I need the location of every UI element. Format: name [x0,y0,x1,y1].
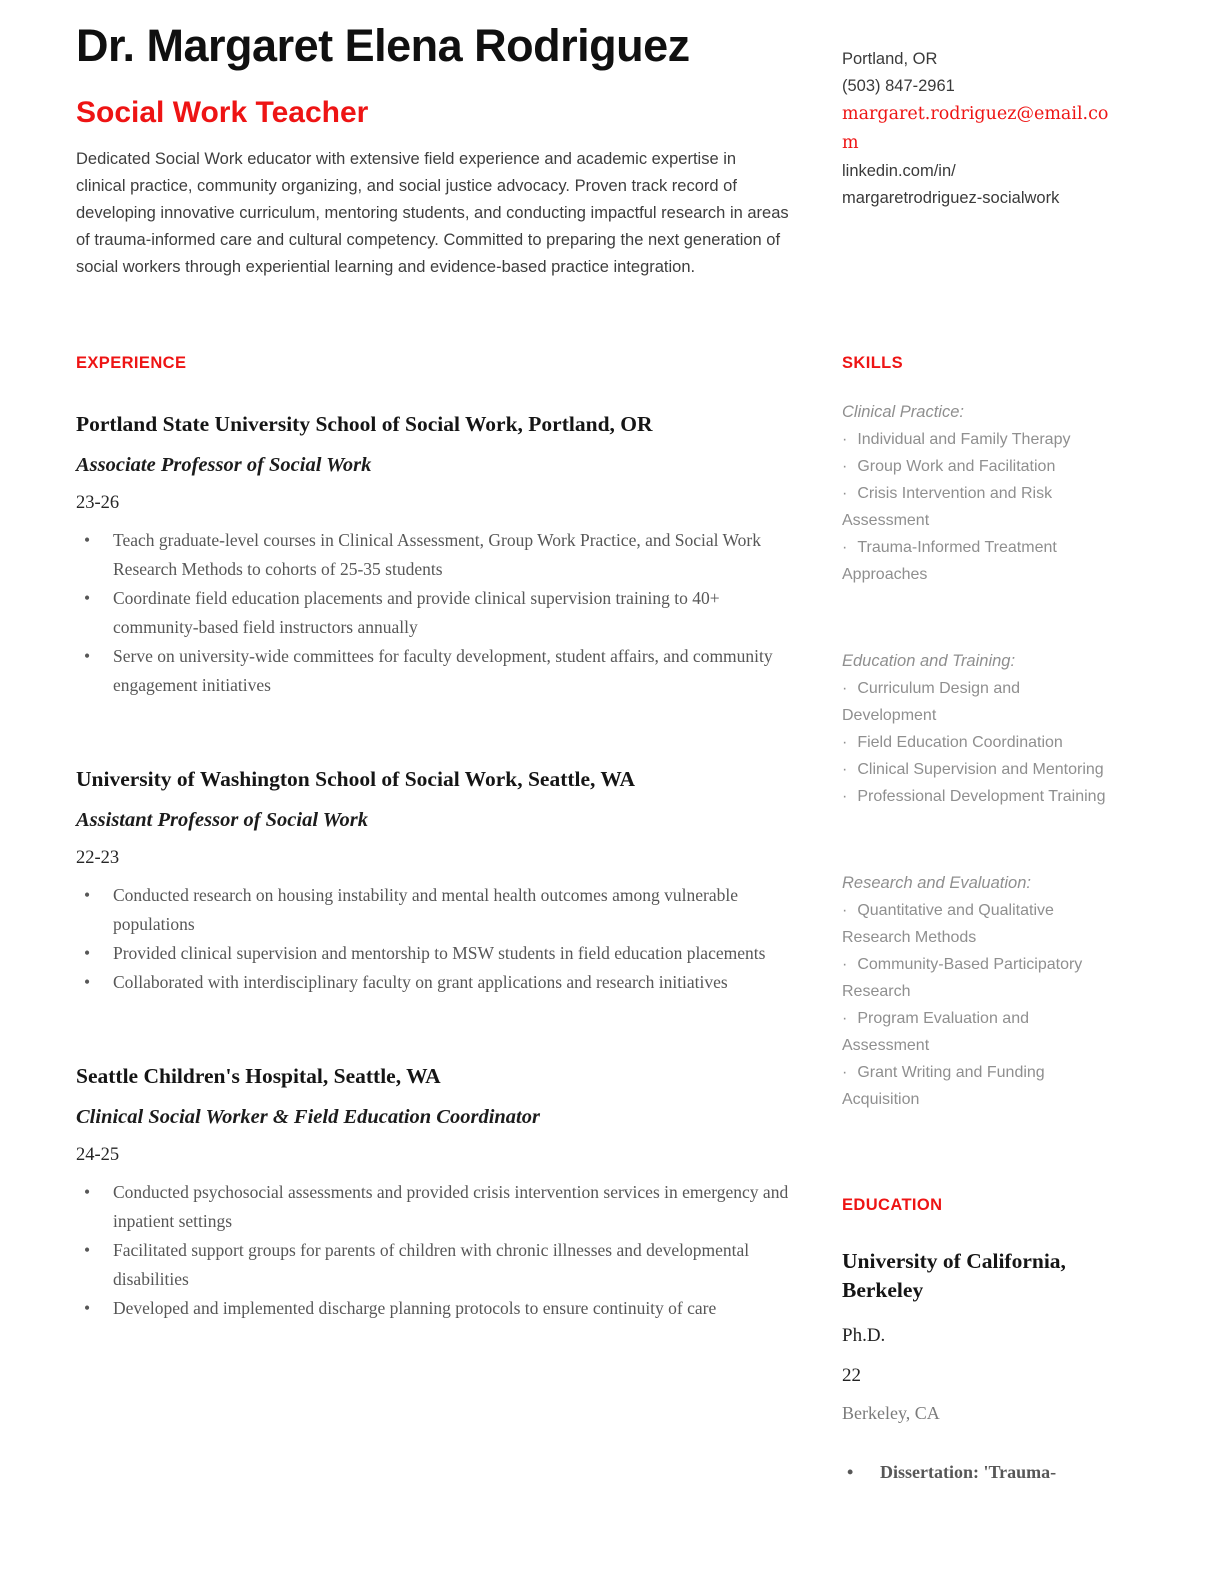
skill-item [842,1059,1112,1113]
experience-heading: EXPERIENCE [76,354,187,372]
sidebar-column [842,353,1148,1487]
header [76,20,1148,281]
skill-item-text: Field Education Coordination [857,734,1063,751]
job-bullet-list [76,881,790,997]
contact-email-link[interactable]: margaret.rodriguez@email.com [842,104,1109,153]
bullet-item: • Facilitated support groups for parents of children with chronic illnesses and developmental disabilities [76,1236,790,1294]
skill-item-text: Group Work and Facilitation [857,458,1056,475]
job-bullet-list [76,526,790,700]
contact-linkedin-line1: linkedin.com/in/ [842,162,956,180]
contact-location: Portland, OR [842,50,938,68]
graduation-year: 22 [842,1365,861,1386]
skill-item [842,729,1112,756]
bullet-item: • Coordinate field education placements and provide clinical supervision training to 40+ community-based field instructors annually [76,584,790,642]
contact-linkedin-line2: margaretrodriguez-socialwork [842,189,1060,207]
dot-bullet: · [842,539,848,556]
skill-group-label: Clinical Practice: [842,403,964,421]
skill-item [842,426,1112,453]
contact-info [842,20,1148,281]
skill-item [842,1005,1112,1059]
job-dates: 22-23 [76,848,120,868]
skill-item-text: Trauma-Informed Treatment Approaches [842,539,1057,583]
person-job-title: Social Work Teacher [76,96,369,129]
job-role: Assistant Professor of Social Work [76,809,368,831]
skill-item-text: Program Evaluation and Assessment [842,1010,1029,1054]
school-name: University of California, Berkeley [842,1249,1066,1302]
bullet-item: • Provided clinical supervision and mentorship to MSW students in field education placements [76,939,790,968]
header-identity [76,20,790,281]
skill-item-text: Individual and Family Therapy [857,431,1071,448]
contact-linkedin-link[interactable] [842,158,1112,212]
education-section [842,1195,1112,1487]
bullet-item: • Serve on university-wide committees for faculty development, student affairs, and community engagement initiatives [76,642,790,700]
skill-item-text: Curriculum Design and Development [842,680,1021,724]
dissertation-bullet: • Dissertation: 'Trauma- [842,1458,1112,1487]
dot-bullet: · [842,761,848,778]
dot-bullet: · [842,458,848,475]
bullet-item: • Developed and implemented discharge planning protocols to ensure continuity of care [76,1294,790,1323]
skill-item [842,675,1112,729]
job-entry [76,409,790,700]
dot-bullet: · [842,956,848,973]
job-dates: 24-25 [76,1145,120,1165]
skill-group-label: Education and Training: [842,652,1016,670]
skill-group [842,399,1112,588]
skills-heading: SKILLS [842,354,904,372]
job-entry [76,764,790,997]
skill-group-label: Research and Evaluation: [842,874,1031,892]
skills-section [842,353,1112,1113]
skill-item-text: Crisis Intervention and Risk Assessment [842,485,1053,529]
company-name: University of Washington School of Social Work, Seattle, WA [76,767,636,791]
person-name: Dr. Margaret Elena Rodriguez [76,20,690,71]
dot-bullet: · [842,902,848,919]
bullet-item: • Conducted psychosocial assessments and provided crisis intervention services in emergency and inpatient settings [76,1178,790,1236]
job-role: Clinical Social Worker & Field Education Coordinator [76,1106,540,1128]
dot-bullet: · [842,680,848,697]
skill-item-text: Clinical Supervision and Mentoring [857,761,1104,778]
dot-bullet: · [842,1064,848,1081]
job-bullet-list [76,1178,790,1323]
bullet-item: • Conducted research on housing instability and mental health outcomes among vulnerable populations [76,881,790,939]
bullet-item: • Collaborated with interdisciplinary faculty on grant applications and research initiatives [76,968,790,997]
bullet-item: • Teach graduate-level courses in Clinical Assessment, Group Work Practice, and Social Work Research Methods to cohorts of 25-35 students [76,526,790,584]
skill-group [842,648,1112,810]
job-entry [76,1061,790,1323]
job-dates: 23-26 [76,493,120,513]
skill-item-text: Quantitative and Qualitative Research Methods [842,902,1054,946]
profile-summary: Dedicated Social Work educator with extensive field experience and academic expertise in clinical practice, community organizing, and social justice advocacy. Proven track record of developing innovative curriculum, mentoring students, and conducting impactful research in areas of trauma-informed care and cultural competency. Committed to preparing the next generation of social workers through experiential learning and evidence-based practice integration. [76,150,789,276]
dot-bullet: · [842,734,848,751]
dot-bullet: · [842,1010,848,1027]
degree: Ph.D. [842,1325,886,1346]
education-heading: EDUCATION [842,1196,943,1214]
skill-item-text: Community-Based Participatory Research [842,956,1083,1000]
dot-bullet: · [842,788,848,805]
company-name: Portland State University School of Social Work, Portland, OR [76,412,653,436]
dot-bullet: · [842,485,848,502]
school-location: Berkeley, CA [842,1403,940,1423]
skill-item-text: Professional Development Training [857,788,1106,805]
skill-item [842,453,1112,480]
skill-item-text: Grant Writing and Funding Acquisition [842,1064,1045,1108]
skill-item [842,951,1112,1005]
skill-group [842,870,1112,1113]
dot-bullet: · [842,431,848,448]
experience-section [76,353,790,1487]
skill-item [842,783,1112,810]
skill-item [842,756,1112,783]
skill-item [842,534,1112,588]
skill-item [842,897,1112,951]
job-role: Associate Professor of Social Work [76,454,372,476]
company-name: Seattle Children's Hospital, Seattle, WA [76,1064,441,1088]
skill-item [842,480,1112,534]
resume-body [76,353,1148,1487]
contact-phone: (503) 847-2961 [842,77,955,95]
